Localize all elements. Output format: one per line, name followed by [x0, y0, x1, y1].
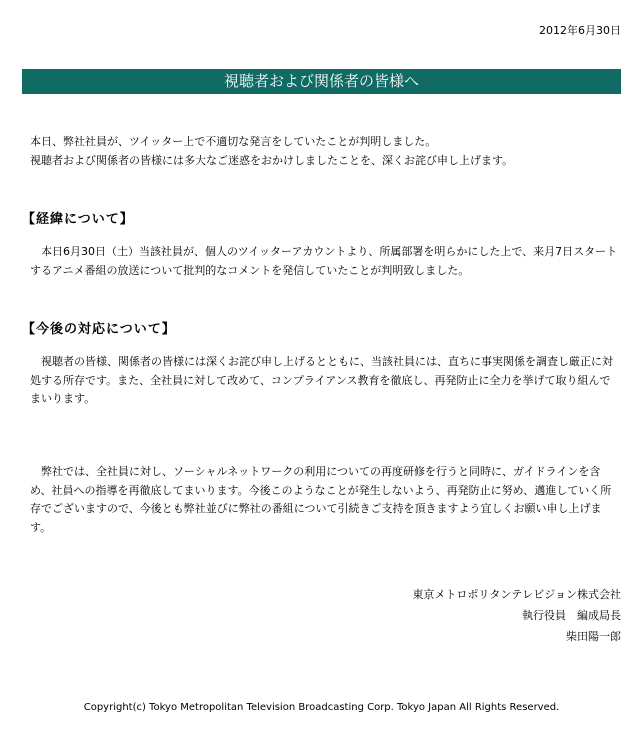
- background-paragraph: 本日6月30日（土）当該社員が、個人のツイッターアカウントより、所属部署を明らかにした上で、来月7日スタートするアニメ番組の放送について批判的なコメントを発信していたことが判明致しました。: [30, 245, 618, 277]
- page-title-bar: [22, 69, 621, 94]
- company-name: 東京メトロポリタンテレビジョン株式会社: [412, 588, 621, 601]
- section-heading-response: 【今後の対応について】: [22, 322, 176, 337]
- intro-line-2: 視聴者および関係者の皆様には多大なご迷惑をおかけしましたことを、深くお詫び申し上げます。: [30, 153, 514, 167]
- page-title: 視聴者および関係者の皆様へ: [223, 72, 419, 90]
- intro-line-1: 本日、弊社社員が、ツイッター上で不適切な発言をしていたことが判明しました。: [30, 135, 437, 148]
- response-paragraph: 視聴者の皆様、関係者の皆様には深くお詫び申し上げるとともに、当該社員には、直ちに事実関係を調査し厳正に対処する所存です。また、全社員に対して改めて、コンプライアンス教育を徹底し、再発防止に全力を挙げて取り組んでまいります。: [30, 355, 613, 405]
- measures-paragraph: 弊社では、全社員に対し、ソーシャルネットワークの利用についての再度研修を行うと同時に、ガイドラインを含め、社員への指導を再徹底してまいります。今後このようなことが発生しないよう、再発防止に努め、邁進していく所存でございますので、今後とも弊社並びに弊社の番組について引続きご支持を頂きますよう宜しくお願い申し上げます。: [30, 465, 612, 534]
- signatory-name: 柴田陽一郎: [566, 630, 621, 643]
- signature-block: [412, 584, 621, 647]
- copyright-footer: Copyright(c) Tokyo Metropolitan Television Broadcasting Corp. Tokyo Japan All Rights Reserved.: [83, 702, 560, 713]
- intro-paragraph: [30, 133, 620, 170]
- signatory-position: 執行役員 編成局長: [522, 609, 621, 622]
- section-heading-background: 【経緯について】: [22, 212, 134, 227]
- publication-date: 2012年6月30日: [539, 24, 621, 37]
